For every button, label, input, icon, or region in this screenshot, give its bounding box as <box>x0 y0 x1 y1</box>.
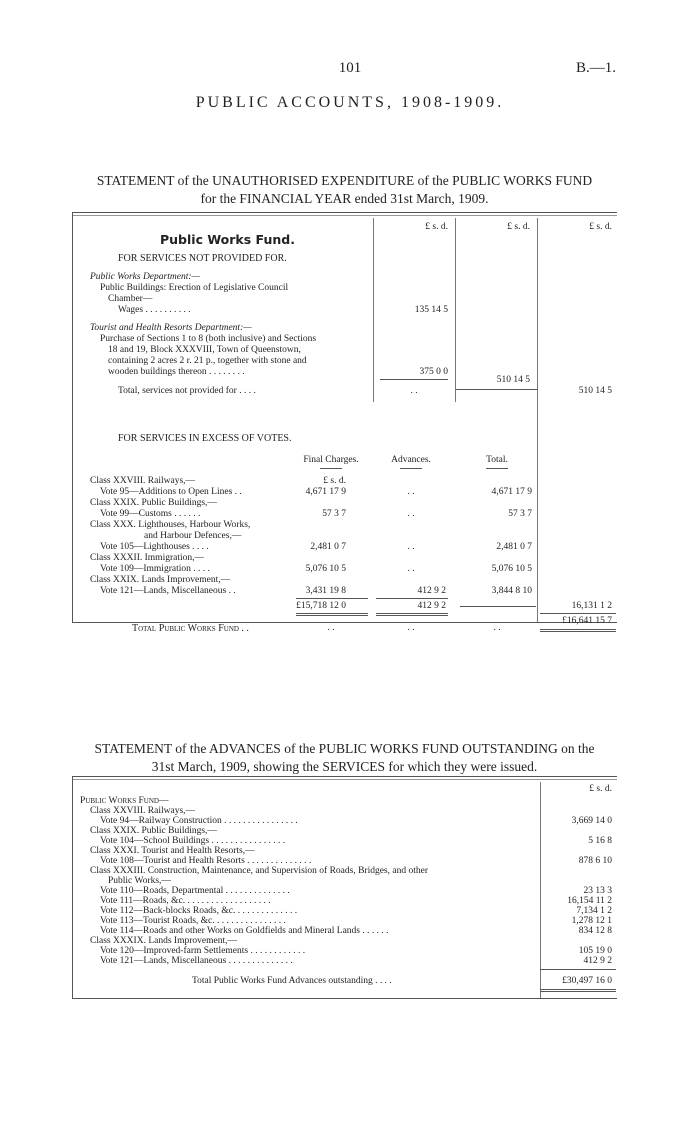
final-charge: 2,481 0 7 <box>310 542 346 552</box>
list-item: Vote 120—Improved-farm Settlements . . . . . . . . . . . . <box>100 946 306 956</box>
list-item: Class XXXIX. Lands Improvement,— <box>90 936 237 946</box>
dept1-line2: Chamber— <box>108 294 153 304</box>
total1-dots: . . <box>410 386 418 396</box>
advance: . . <box>407 542 415 552</box>
fund-title: Public Works Fund. <box>160 232 295 247</box>
list-item: Class XXXIII. Construction, Maintenance, and Supervision of Roads, Bridges, and other <box>90 866 428 876</box>
list-item: Class XXIX. Public Buildings,— <box>90 826 217 836</box>
table2-total-label: Total Public Works Fund Advances outstanding . . . . <box>192 976 392 986</box>
subheader-advances: Advances. <box>391 455 431 465</box>
table2-top-rule-2 <box>72 779 617 780</box>
subtotal-mid-rule <box>456 389 537 390</box>
subheader-total-rule <box>486 468 508 469</box>
table-row: Vote 95—Additions to Open Lines . . <box>100 487 242 497</box>
final-charge: 3,431 19 8 <box>305 586 346 596</box>
row-total: 2,481 0 7 <box>496 542 532 552</box>
table2-dbl-2 <box>540 991 616 992</box>
list-item: Class XXVIII. Railways,— <box>90 806 196 816</box>
row-total: 57 3 7 <box>508 509 532 519</box>
sum-final-dbl-1 <box>296 613 368 614</box>
table-row: Vote 99—Customs . . . . . . <box>100 509 201 519</box>
table-row: Vote 109—Immigration . . . . <box>100 564 210 574</box>
list-item: Vote 108—Tourist and Health Resorts . . . . . . . . . . . . . . <box>100 856 312 866</box>
dept2-line3: containing 2 acres 2 r. 21 p., together with stone and <box>108 356 307 366</box>
list-amount: 878 6 10 <box>578 856 612 866</box>
list-item: Vote 111—Roads, &c. . . . . . . . . . . . . . . . . . . <box>100 896 271 906</box>
table2-dbl-1 <box>540 989 616 990</box>
list-item: Vote 113—Tourist Roads, &c. . . . . . . . . . . . . . . . <box>100 916 286 926</box>
dept2-amount: 375 0 0 <box>419 367 448 377</box>
subheader-units: £ s. d. <box>323 476 346 486</box>
statement1-heading <box>72 172 617 208</box>
table2-left-border <box>72 776 73 998</box>
advance: . . <box>407 564 415 574</box>
grand-total-amount: £16,641 15 7 <box>562 616 612 626</box>
table2-top-rule <box>72 776 617 777</box>
dept2-line2: 18 and 19, Block XXXVIII, Town of Queenstown, <box>108 345 301 355</box>
table2-sum-rule <box>540 969 616 970</box>
statement2-heading-line2: 31st March, 1909, showing the SERVICES for which they were issued. <box>151 759 538 774</box>
advance: 412 9 2 <box>417 586 446 596</box>
statement2-heading-line1: STATEMENT of the ADVANCES of the PUBLIC WORKS FUND OUTSTANDING on the <box>94 741 595 756</box>
total1-label: Total, services not provided for . . . . <box>118 386 256 396</box>
sum-right-rule <box>540 613 616 614</box>
grand-dbl-1 <box>540 629 616 630</box>
sum-total-rule <box>460 606 536 607</box>
list-item: Vote 110—Roads, Departmental . . . . . . . . . . . . . . <box>100 886 290 896</box>
dept1-line1: Public Buildings: Erection of Legislative Council <box>100 283 289 293</box>
table-row: Class XXX. Lighthouses, Harbour Works, <box>90 520 251 530</box>
table-row: Vote 105—Lighthouses . . . . <box>100 542 209 552</box>
col-header-1: £ s. d. <box>425 222 448 232</box>
table-row: Class XXVIII. Railways,— <box>90 476 196 486</box>
table1-col-divider-1 <box>373 218 374 402</box>
list-item: Vote 121—Lands, Miscellaneous . . . . . . . . . . . . . . <box>100 956 293 966</box>
table1-col-divider-3 <box>537 218 538 622</box>
row-total: 3,844 8 10 <box>491 586 532 596</box>
final-charge: 4,671 17 9 <box>305 487 346 497</box>
sum-final-dbl-2 <box>296 615 368 616</box>
table1-left-border <box>72 212 73 622</box>
subheader-final-rule <box>320 468 342 469</box>
subtotal-rule <box>380 379 448 380</box>
list-item: Public Works,— <box>108 876 171 886</box>
table-row: Vote 121—Lands, Miscellaneous . . <box>100 586 236 596</box>
grand-dots-2: . . <box>407 623 415 633</box>
dept1-amount: 135 14 5 <box>414 305 448 315</box>
document-reference: B.—1. <box>576 60 617 76</box>
subheader-final: Final Charges. <box>303 455 359 465</box>
table1-top-rule-2 <box>72 215 617 216</box>
statement1-heading-line1: STATEMENT of the UNAUTHORISED EXPENDITURE of the PUBLIC WORKS FUND <box>96 173 593 188</box>
page-title: PUBLIC ACCOUNTS, 1908-1909. <box>195 94 505 111</box>
advance: . . <box>407 509 415 519</box>
table-row: Class XXIX. Public Buildings,— <box>90 498 217 508</box>
subheader-adv-rule <box>400 468 422 469</box>
statement1-heading-line2: for the FINANCIAL YEAR ended 31st March, 1909. <box>200 191 489 206</box>
list-amount: 1,278 12 1 <box>571 916 612 926</box>
grand-dots-1: . . <box>327 623 335 633</box>
list-amount: 105 19 0 <box>578 946 612 956</box>
table2-total-amount: £30,497 16 0 <box>562 976 612 986</box>
total1-amount: 510 14 5 <box>578 386 612 396</box>
statement2-heading <box>72 740 617 776</box>
final-charge: 5,076 10 5 <box>305 564 346 574</box>
sum-final: £15,718 12 0 <box>296 601 346 611</box>
section1-title: FOR SERVICES NOT PROVIDED FOR. <box>118 253 287 264</box>
grand-dbl-2 <box>540 631 616 632</box>
col-header-2: £ s. d. <box>507 222 530 232</box>
section2-title: FOR SERVICES IN EXCESS OF VOTES. <box>118 433 292 444</box>
sum-adv-dbl-2 <box>376 615 448 616</box>
row-total: 4,671 17 9 <box>491 487 532 497</box>
table2-col-header: £ s. d. <box>589 784 612 794</box>
list-item: Class XXXI. Tourist and Health Resorts,— <box>90 846 255 856</box>
list-amount: 16,154 11 2 <box>567 896 612 906</box>
grand-total-label: Total Public Works Fund . . <box>132 623 249 634</box>
list-item: Vote 104—School Buildings . . . . . . . . . . . . . . . . <box>100 836 286 846</box>
list-item: Vote 114—Roads and other Works on Goldfields and Mineral Lands . . . . . . <box>100 926 389 936</box>
sum-advances: 412 9 2 <box>417 601 446 611</box>
list-amount: 412 9 2 <box>583 956 612 966</box>
row-total: 5,076 10 5 <box>491 564 532 574</box>
table-row: Class XXXII. Immigration,— <box>90 553 204 563</box>
dept2-line4: wooden buildings thereon . . . . . . . . <box>108 367 245 377</box>
dept2-line1: Purchase of Sections 1 to 8 (both inclusive) and Sections <box>100 334 317 344</box>
sum-final-rule <box>296 598 368 599</box>
table-row: and Harbour Defences,— <box>144 531 242 541</box>
subheader-total: Total. <box>486 455 508 465</box>
sum-adv-rule <box>376 598 448 599</box>
grand-dots-3: . . <box>493 623 501 633</box>
list-amount: 7,134 1 2 <box>576 906 612 916</box>
dept1-label: Public Works Department:— <box>90 272 200 282</box>
table2-bottom-rule <box>72 998 617 999</box>
list-amount: 5 16 8 <box>588 836 612 846</box>
list-item: Vote 112—Back-blocks Roads, &c. . . . . . . . . . . . . . <box>100 906 298 916</box>
sum-total-right: 16,131 1 2 <box>571 601 612 611</box>
col-header-3: £ s. d. <box>589 222 612 232</box>
advance: . . <box>407 487 415 497</box>
dept1-line3: Wages . . . . . . . . . . <box>118 305 191 315</box>
table2-fund-label: Public Works Fund— <box>80 796 169 806</box>
list-amount: 23 13 3 <box>583 886 612 896</box>
sum-adv-dbl-1 <box>376 613 448 614</box>
list-item: Vote 94—Railway Construction . . . . . . . . . . . . . . . . <box>100 816 298 826</box>
dept2-label: Tourist and Health Resorts Department:— <box>90 323 252 333</box>
table1-top-rule <box>72 212 617 213</box>
list-amount: 3,669 14 0 <box>571 816 612 826</box>
page-number: 101 <box>338 60 362 76</box>
list-amount: 834 12 8 <box>578 926 612 936</box>
subtotal-mid: 510 14 5 <box>496 375 530 385</box>
table-row: Class XXIX. Lands Improvement,— <box>90 575 231 585</box>
final-charge: 57 3 7 <box>322 509 346 519</box>
table1-col-divider-2 <box>455 218 456 402</box>
